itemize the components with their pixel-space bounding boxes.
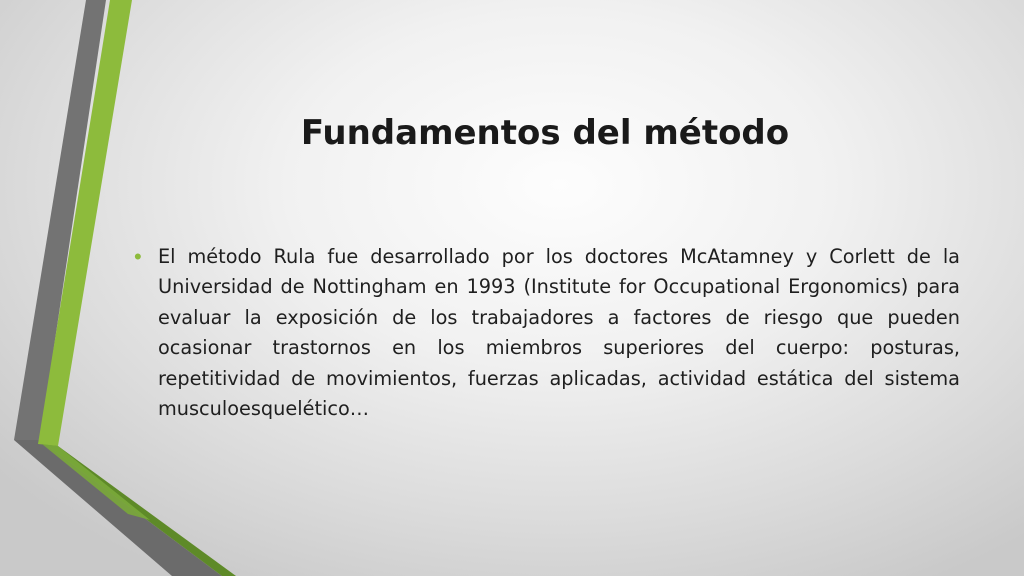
bullet-text: El método Rula fue desarrollado por los doctores McAtamney y Corlett de la Universidad de Nottingham en 1993 (Institute for Occupational Ergonomics) para evaluar la exposición de los trabajadores a factores de riesgo que pueden ocasionar trastornos en los miembros superiores del cuerpo: posturas, repetitividad de movimientos, fuerzas aplicadas, actividad estática del sistema musculoesquelético…: [158, 245, 960, 421]
lower-gray-stripe: [14, 440, 222, 576]
slide-content: [130, 242, 960, 424]
bullet-item: [130, 242, 960, 424]
slide-title: Fundamentos del método: [300, 113, 790, 153]
bullet-marker: •: [134, 244, 142, 269]
